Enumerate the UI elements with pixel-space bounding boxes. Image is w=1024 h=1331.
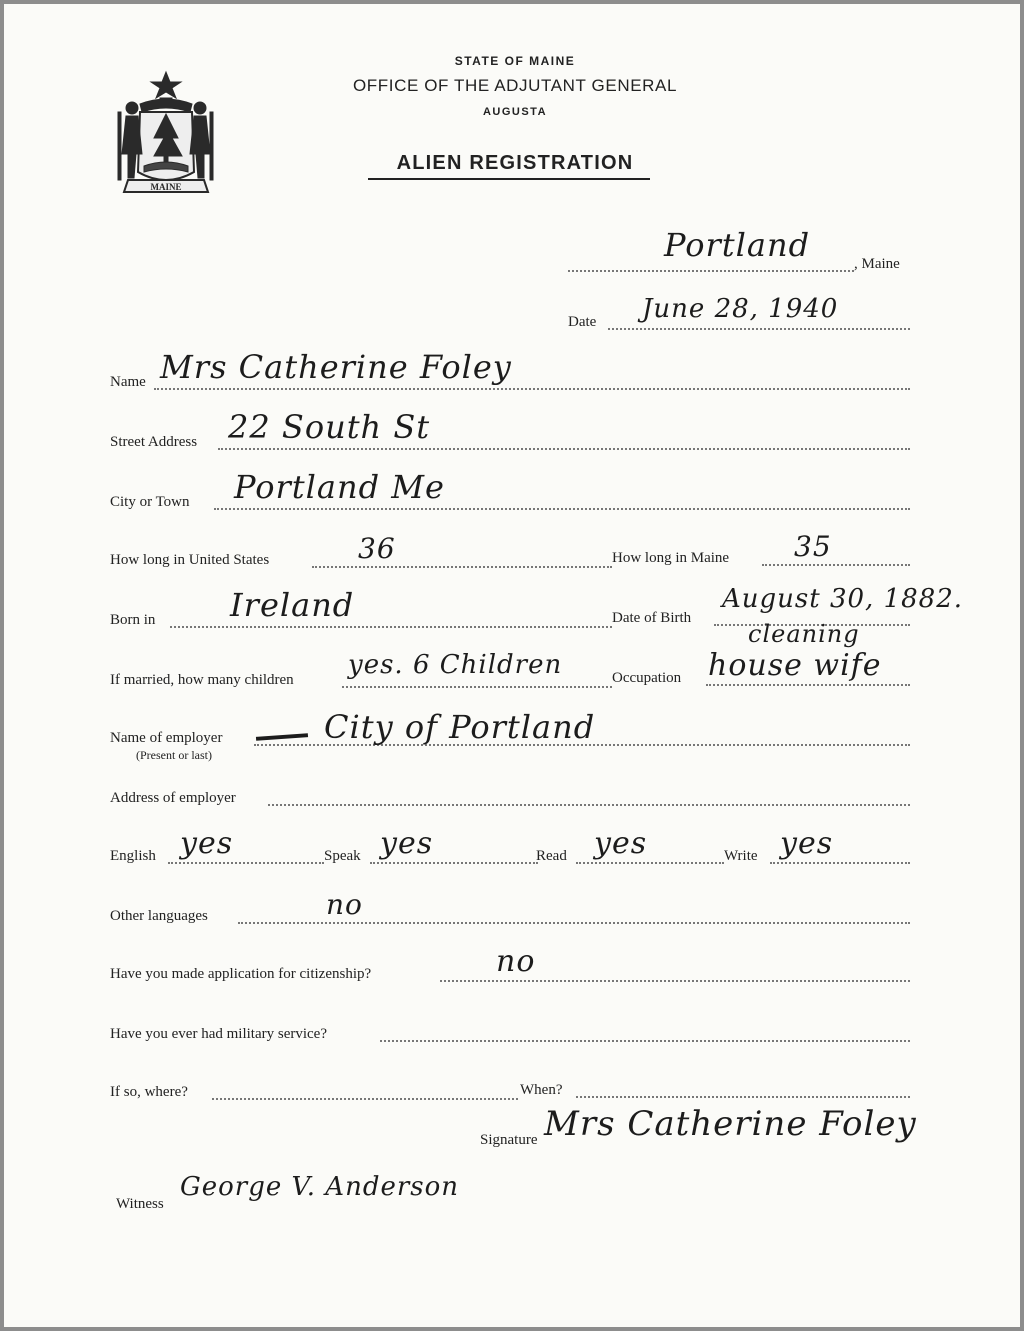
- employer-value[interactable]: City of Portland: [324, 708, 596, 746]
- date-value[interactable]: June 28, 1940: [642, 294, 839, 324]
- other-languages-value[interactable]: no: [326, 888, 363, 921]
- how-long-maine-value[interactable]: 35: [794, 530, 832, 563]
- speak-label: Speak: [324, 848, 361, 864]
- place-line: [568, 270, 854, 272]
- citizenship-value[interactable]: no: [496, 944, 536, 979]
- seal-text: MAINE: [150, 182, 182, 192]
- strikethrough-mark: [256, 733, 308, 741]
- employer-sublabel: (Present or last): [136, 748, 212, 762]
- read-value[interactable]: yes: [594, 826, 648, 861]
- form-title: ALIEN REGISTRATION: [396, 152, 634, 174]
- born-in-label: Born in: [110, 612, 156, 628]
- signature-label: Signature: [480, 1132, 538, 1148]
- write-line: [770, 862, 910, 864]
- signature-value[interactable]: Mrs Catherine Foley: [544, 1104, 917, 1144]
- when-line: [576, 1096, 910, 1098]
- office-heading: OFFICE OF THE ADJUTANT GENERAL: [352, 76, 678, 95]
- occupation-label: Occupation: [612, 670, 682, 686]
- registration-form-page: [4, 4, 1020, 1327]
- name-line: [154, 388, 910, 390]
- date-label: Date: [568, 314, 597, 330]
- english-value[interactable]: yes: [180, 826, 234, 861]
- citizenship-line: [440, 980, 910, 982]
- english-label: English: [110, 848, 156, 864]
- write-value[interactable]: yes: [780, 826, 834, 861]
- where-line: [212, 1098, 518, 1100]
- english-line: [168, 862, 324, 864]
- street-address-line: [218, 448, 910, 450]
- military-label: Have you ever had military service?: [110, 1026, 327, 1042]
- state-heading: STATE OF MAINE: [454, 54, 576, 68]
- citizenship-label: Have you made application for citizenship?: [110, 966, 372, 982]
- how-long-us-value[interactable]: 36: [358, 532, 396, 565]
- street-address-label: Street Address: [110, 434, 198, 450]
- where-label: If so, where?: [110, 1084, 188, 1100]
- employer-label: Name of employer: [110, 730, 223, 746]
- date-line: [608, 328, 910, 330]
- city-heading: AUGUSTA: [482, 106, 548, 118]
- occupation-value-above[interactable]: cleaning: [748, 620, 860, 648]
- occupation-line: [706, 684, 910, 686]
- date-of-birth-value[interactable]: August 30, 1882.: [722, 584, 964, 614]
- how-long-us-label: How long in United States: [110, 552, 270, 568]
- other-languages-line: [238, 922, 910, 924]
- children-value[interactable]: yes. 6 Children: [348, 650, 563, 680]
- military-line: [380, 1040, 910, 1042]
- write-label: Write: [724, 848, 758, 864]
- city-or-town-line: [214, 508, 910, 510]
- employer-address-line: [268, 804, 910, 806]
- read-line: [576, 862, 724, 864]
- street-address-value[interactable]: 22 South St: [228, 408, 431, 446]
- city-or-town-value[interactable]: Portland Me: [234, 468, 445, 506]
- how-long-maine-line: [762, 564, 910, 566]
- place-value[interactable]: Portland: [664, 226, 811, 264]
- date-of-birth-label: Date of Birth: [612, 610, 692, 626]
- speak-value[interactable]: yes: [380, 826, 434, 861]
- other-languages-label: Other languages: [110, 908, 208, 924]
- how-long-maine-label: How long in Maine: [612, 550, 730, 566]
- children-line: [342, 686, 612, 688]
- read-label: Read: [536, 848, 567, 864]
- born-in-line: [170, 626, 612, 628]
- how-long-us-line: [312, 566, 612, 568]
- title-underline: [368, 178, 650, 180]
- city-or-town-label: City or Town: [110, 494, 190, 510]
- place-suffix: , Maine: [854, 256, 900, 272]
- born-in-value[interactable]: Ireland: [230, 586, 355, 624]
- employer-address-label: Address of employer: [110, 790, 236, 806]
- children-label: If married, how many children: [110, 672, 294, 688]
- speak-line: [370, 862, 538, 864]
- witness-value[interactable]: George V. Anderson: [180, 1172, 460, 1202]
- occupation-value[interactable]: house wife: [708, 648, 882, 683]
- name-value[interactable]: Mrs Catherine Foley: [160, 348, 512, 386]
- witness-label: Witness: [116, 1196, 164, 1212]
- name-label: Name: [110, 374, 146, 390]
- when-label: When?: [520, 1082, 563, 1098]
